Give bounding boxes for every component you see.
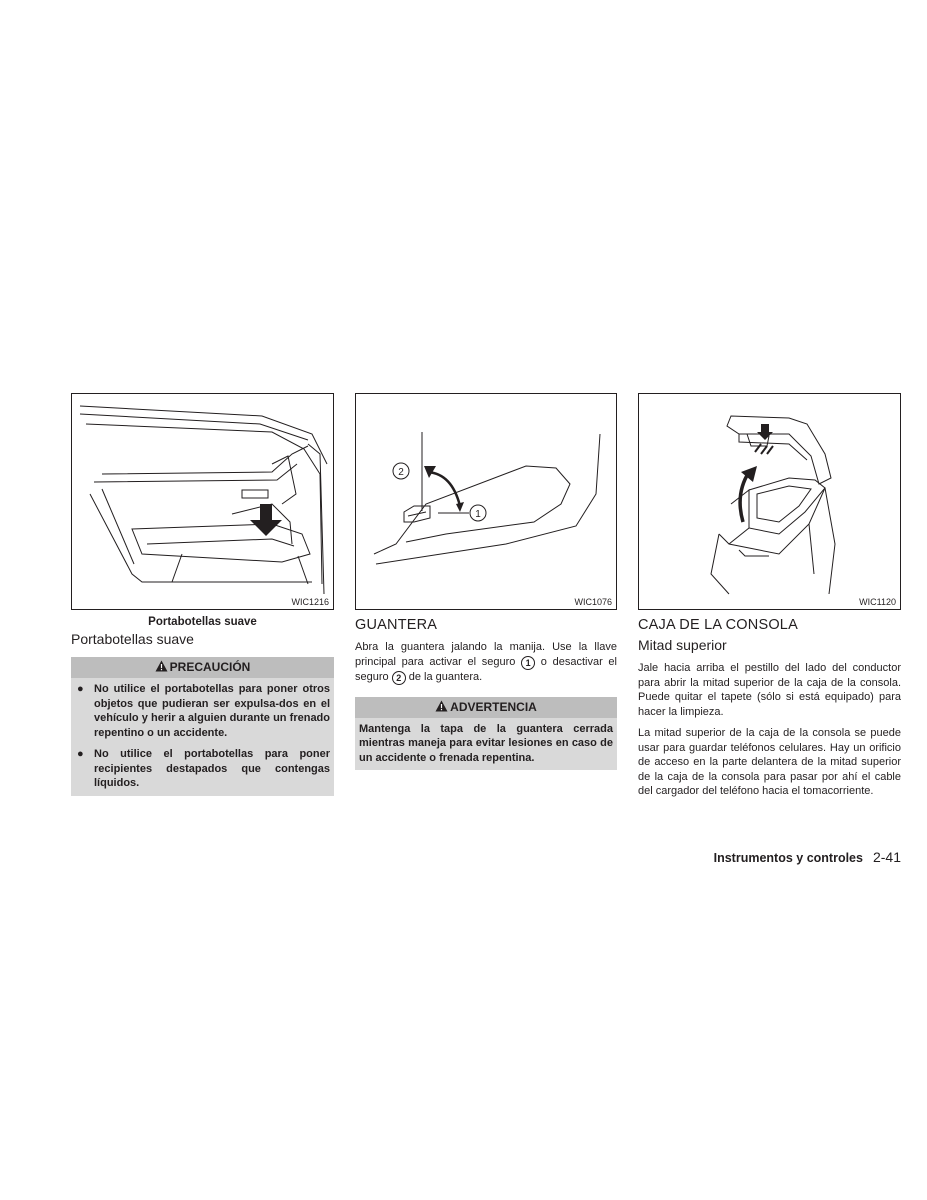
paragraph-text: o desactivar el seguro (355, 655, 617, 683)
callout-1-icon: 1 (521, 656, 535, 670)
paragraph-text: Abra la guantera jalando la manija. Use la llave principal para activar el seguro (355, 641, 617, 668)
callout-1-label: 1 (475, 509, 481, 520)
section-subheading: Mitad superior (638, 637, 727, 653)
figure-code: WIC1216 (291, 597, 329, 607)
page-footer (714, 849, 901, 865)
caution-body (71, 678, 334, 796)
warning-triangle-icon (155, 660, 168, 675)
column-bottle-holder (71, 393, 334, 796)
figure-console-box (638, 393, 901, 610)
section-heading: GUANTERA (355, 617, 438, 633)
footer-section-title: Instrumentos y controles (713, 851, 863, 865)
glove-box-illustration (356, 394, 616, 609)
figure-glove-box (355, 393, 617, 610)
caution-bullet-text: No utilice el portabotellas para poner otros objetos que pudieran ser expulsa-dos en el vehículo y herir a alguien durante un frenado repentino o un accidente. (94, 683, 330, 739)
door-panel-illustration (72, 394, 333, 609)
figure-code: WIC1076 (574, 597, 612, 607)
glove-box-paragraph (355, 640, 617, 685)
section-heading: CAJA DE LA CONSOLA (638, 617, 798, 633)
warning-text: Mantenga la tapa de la guantera cerrada mientras maneja para evitar lesiones en caso de un accidente o frenada repentina. (359, 722, 613, 764)
callout-2-icon: 2 (392, 671, 406, 685)
warning-triangle-icon (435, 700, 448, 715)
caution-title: PRECAUCIÓN (169, 660, 251, 674)
warning-header (355, 697, 617, 718)
callout-2-label: 2 (398, 467, 404, 478)
figure-caption: Portabotellas suave (148, 616, 257, 628)
caution-bullet (75, 747, 330, 791)
figure-code: WIC1120 (859, 597, 896, 607)
caution-bullet-text: No utilice el portabotellas para poner recipientes destapados que contengas líquidos. (94, 748, 330, 789)
bullet-dot-icon: ● (77, 683, 84, 695)
column-glove-box (355, 393, 617, 770)
section-subheading: Portabotellas suave (71, 631, 194, 647)
page-number: 2-41 (872, 849, 901, 865)
paragraph-text: de la guantera. (408, 670, 483, 683)
warning-title: ADVERTENCIA (450, 699, 537, 714)
warning-box (355, 697, 617, 771)
caution-box (71, 657, 334, 796)
figure-door-bottle-holder (71, 393, 334, 610)
bullet-dot-icon: ● (77, 748, 84, 760)
caution-bullet (75, 682, 330, 740)
console-box-illustration (639, 394, 900, 609)
caution-header (71, 657, 334, 678)
console-paragraph-1: Jale hacia arriba el pestillo del lado del conductor para abrir la mitad superior de la caja de la consola. Puede quitar el tapete (sólo si está equipado) para hacer la limpieza. (638, 662, 901, 718)
column-console-box (638, 393, 901, 799)
console-paragraph-2: La mitad superior de la caja de la consola se puede usar para guardar teléfonos celulares. Hay un orificio de acceso en la parte delantera de la mitad superior de la caja de la consola para pasar por ahí el cable del cargador del teléfono hacia el tomacorriente. (638, 727, 901, 797)
